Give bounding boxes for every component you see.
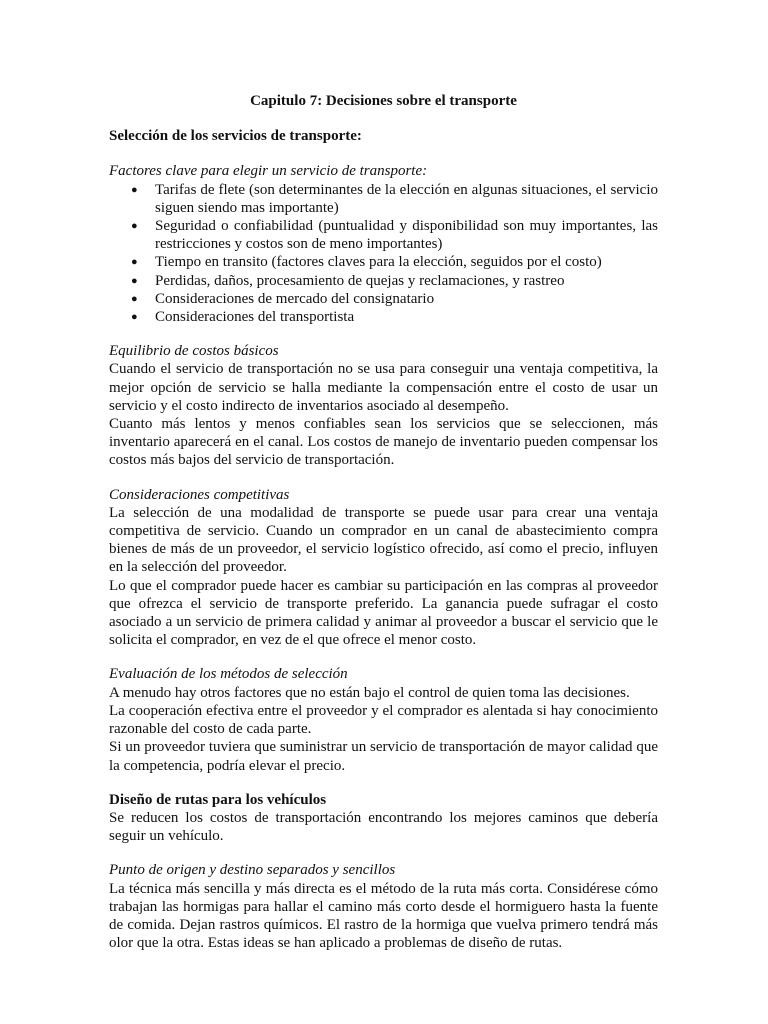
bullet-icon: ● bbox=[131, 274, 138, 287]
competitivas-paragraph-2: Lo que el comprador puede hacer es cambiar su participación en las compras al proveedor que ofrezca el servicio de transporte preferido. La ganancia puede sufragar el costo asociado a un servicio de primera calidad y animar al proveedor a buscar el servicio que le solicita el comprador, en vez de el que ofrece el menor costo. bbox=[109, 577, 658, 649]
list-item bbox=[109, 290, 658, 308]
list-item bbox=[109, 253, 658, 271]
list-item bbox=[109, 308, 658, 326]
competitivas-paragraph-1: La selección de una modalidad de transporte se puede usar para crear una ventaja competitiva de servicio. Cuando un comprador en un canal de abastecimiento compra bienes de más de un proveedor, el servicio logístico ofrecido, así como el precio, influyen en la selección del proveedor. bbox=[109, 504, 658, 576]
competitivas-heading: Consideraciones competitivas bbox=[109, 486, 290, 503]
evaluacion-paragraph-2: La cooperación efectiva entre el proveedor y el comprador es alentada si hay conocimiento razonable del costo de cada parte. bbox=[109, 702, 658, 738]
list-item-text: Consideraciones del transportista bbox=[155, 309, 355, 326]
rutas-heading: Diseño de rutas para los vehículos bbox=[109, 791, 327, 808]
list-item bbox=[109, 181, 658, 217]
evaluacion-heading: Evaluación de los métodos de selección bbox=[109, 666, 348, 683]
equilibrio-block bbox=[109, 342, 658, 469]
bullet-icon: ● bbox=[131, 183, 138, 196]
section-heading-transport-services: Selección de los servicios de transporte: bbox=[109, 128, 362, 145]
bullet-icon: ● bbox=[131, 220, 138, 233]
bullet-icon: ● bbox=[131, 256, 138, 269]
factors-heading: Factores clave para elegir un servicio de transporte: bbox=[109, 163, 428, 180]
list-item-text: Consideraciones de mercado del consignatario bbox=[155, 290, 435, 307]
equilibrio-heading: Equilibrio de costos básicos bbox=[109, 343, 279, 360]
list-item-text: Seguridad o confiabilidad (puntualidad y disponibilidad son muy importantes, las restricciones y costos son de meno importantes) bbox=[155, 218, 658, 253]
bullet-icon: ● bbox=[131, 311, 138, 324]
rutas-paragraph-1: Se reducen los costos de transportación encontrando los mejores caminos que debería seguir un vehículo. bbox=[109, 809, 658, 845]
list-item-text: Perdidas, daños, procesamiento de quejas y reclamaciones, y rastreo bbox=[155, 272, 565, 289]
origen-block bbox=[109, 861, 658, 952]
competitivas-block bbox=[109, 486, 658, 650]
origen-heading: Punto de origen y destino separados y sencillos bbox=[109, 862, 396, 879]
equilibrio-paragraph-1: Cuando el servicio de transportación no se usa para conseguir una ventaja competitiva, la mejor opción de servicio se halla mediante la compensación entre el costo de usar un servicio y el costo indirecto de inventarios asociado al desempeño. bbox=[109, 361, 658, 414]
list-item-text: Tarifas de flete (son determinantes de la elección en algunas situaciones, el servicio siguen siendo mas importante) bbox=[155, 181, 658, 216]
document-page bbox=[109, 92, 658, 968]
list-item bbox=[109, 217, 658, 253]
list-item-text: Tiempo en transito (factores claves para la elección, seguidos por el costo) bbox=[155, 254, 602, 271]
page-title: Capitulo 7: Decisiones sobre el transporte bbox=[250, 93, 517, 109]
evaluacion-block bbox=[109, 665, 658, 774]
list-item bbox=[109, 272, 658, 290]
rutas-block bbox=[109, 791, 658, 846]
equilibrio-paragraph-2: Cuanto más lentos y menos confiables sean los servicios que se seleccionen, más inventario aparecerá en el canal. Los costos de manejo de inventario pueden compensar los costos más bajos del servicio de transportación. bbox=[109, 416, 658, 469]
evaluacion-paragraph-3: Si un proveedor tuviera que suministrar un servicio de transportación de mayor calidad que la competencia, podría elevar el precio. bbox=[109, 739, 658, 774]
evaluacion-paragraph-1: A menudo hay otros factores que no están bajo el control de quien toma las decisiones. bbox=[109, 684, 630, 701]
factors-list bbox=[109, 181, 658, 327]
bullet-icon: ● bbox=[131, 292, 138, 305]
factors-block bbox=[109, 162, 658, 326]
origen-paragraph-1: La técnica más sencilla y más directa es el método de la ruta más corta. Considérese cómo trabajan las hormigas para hallar el camino más corto desde el hormiguero hasta la fuente de comida. Dejan rastros químicos. El rastro de la hormiga que vuelva primero tendrá más olor que la otra. Estas ideas se han aplicado a problemas de diseño de rutas. bbox=[109, 880, 658, 952]
